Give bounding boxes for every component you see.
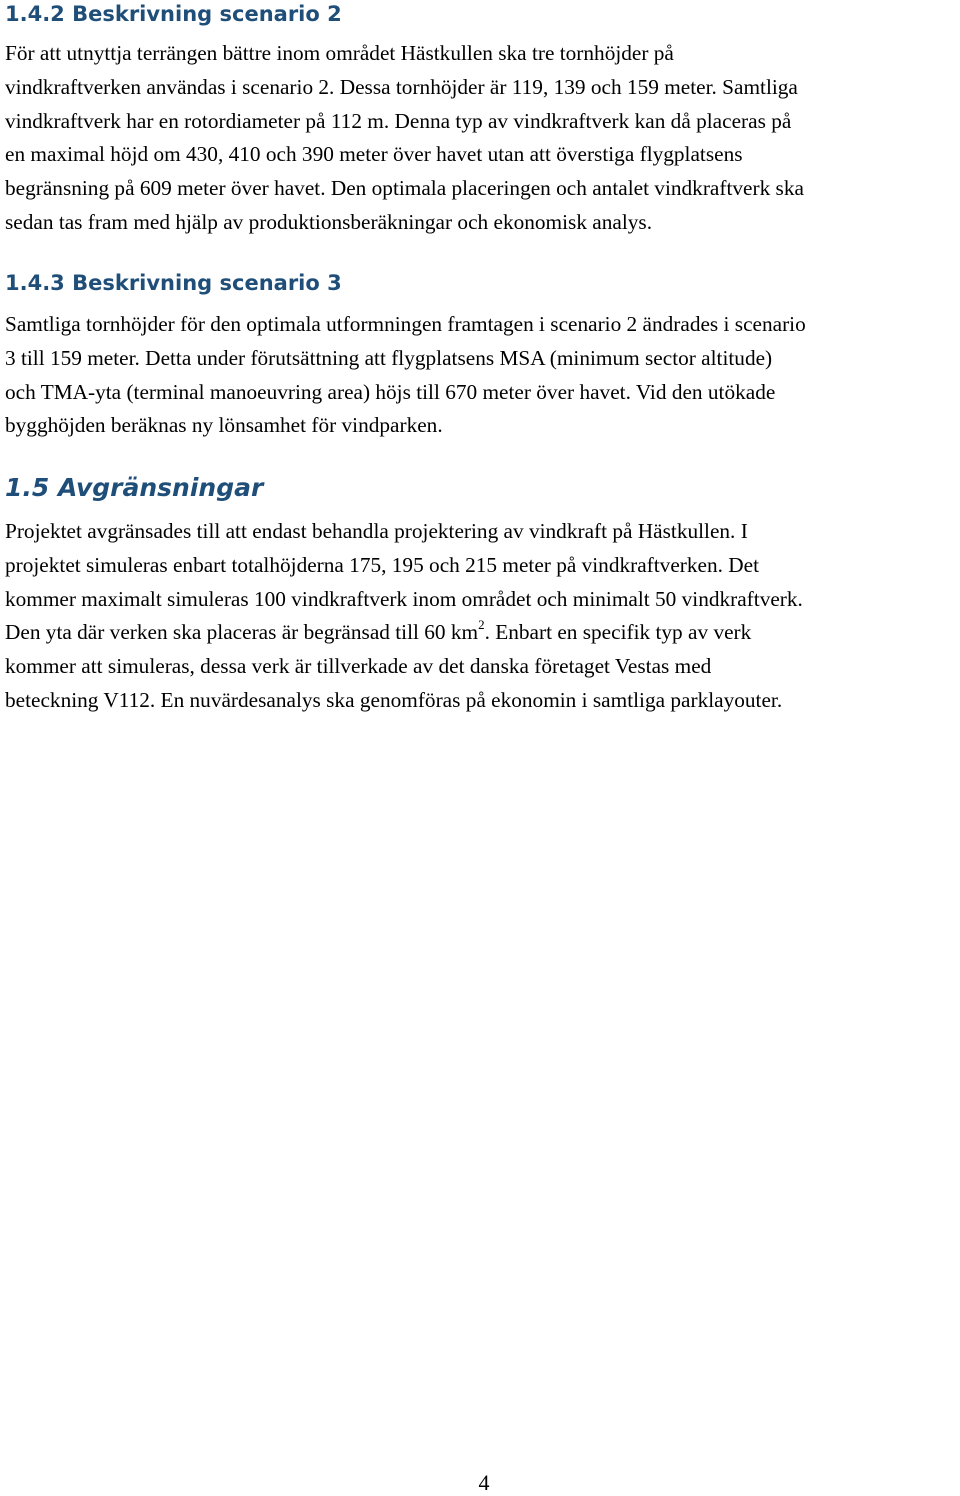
section-heading-avgransningar: 1.5 Avgränsningar <box>5 473 264 502</box>
paragraph-line: kommer att simuleras, dessa verk är tillverkade av det danska företaget Vestas med <box>5 654 712 679</box>
paragraph-line: sedan tas fram med hjälp av produktionsberäkningar och ekonomisk analys. <box>5 209 653 234</box>
area-text-rest: . Enbart en specifik typ av verk <box>484 620 752 645</box>
paragraph-line: vindkraftverken användas i scenario 2. Dessa tornhöjder är 119, 139 och 159 meter. Samtliga <box>5 74 798 99</box>
paragraph-line: en maximal höjd om 430, 410 och 390 meter över havet utan att överstiga flygplatsens <box>5 142 743 167</box>
paragraph-scenario-3 <box>5 308 960 443</box>
area-text: Den yta där verken ska placeras är begränsad till 60 km <box>5 620 479 645</box>
paragraph-line: Projektet avgränsades till att endast behandla projektering av vindkraft på Hästkullen. I <box>5 519 748 543</box>
paragraph-line: beteckning V112. En nuvärdesanalys ska genomföras på ekonomin i samtliga parklayouter. <box>5 687 783 712</box>
paragraph-line: och TMA-yta (terminal manoeuvring area) höjs till 670 meter över havet. Vid den utökade <box>5 379 776 404</box>
section-heading-scenario-3: 1.4.3 Beskrivning scenario 3 <box>5 271 342 295</box>
paragraph-line: begränsning på 609 meter över havet. Den optimala placeringen och antalet vindkraftverk ska <box>5 176 804 201</box>
paragraph-line: bygghöjden beräknas ny lönsamhet för vindparken. <box>5 413 443 438</box>
paragraph-line: Samtliga tornhöjder för den optimala utformningen framtagen i scenario 2 ändrades i scenario <box>5 312 806 336</box>
paragraph-avgransningar <box>5 515 960 718</box>
paragraph-scenario-2 <box>5 37 960 240</box>
page-number: 4 <box>478 1470 490 1495</box>
paragraph-line: vindkraftverk har en rotordiameter på 112 m. Denna typ av vindkraftverk kan då placeras på <box>5 108 792 133</box>
paragraph-line: För att utnyttja terrängen bättre inom området Hästkullen ska tre tornhöjder på <box>5 41 674 65</box>
section-heading-scenario-2: 1.4.2 Beskrivning scenario 2 <box>5 2 342 26</box>
paragraph-line: projektet simuleras enbart totalhöjderna 175, 195 och 215 meter på vindkraftverken. Det <box>5 552 760 577</box>
paragraph-line: kommer maximalt simuleras 100 vindkraftverk inom området och minimalt 50 vindkraftverk. <box>5 586 803 611</box>
paragraph-line: 3 till 159 meter. Detta under förutsättning att flygplatsens MSA (minimum sector altitude) <box>5 345 773 370</box>
superscript-2: 2 <box>478 617 485 633</box>
paragraph-line-area <box>5 616 960 650</box>
